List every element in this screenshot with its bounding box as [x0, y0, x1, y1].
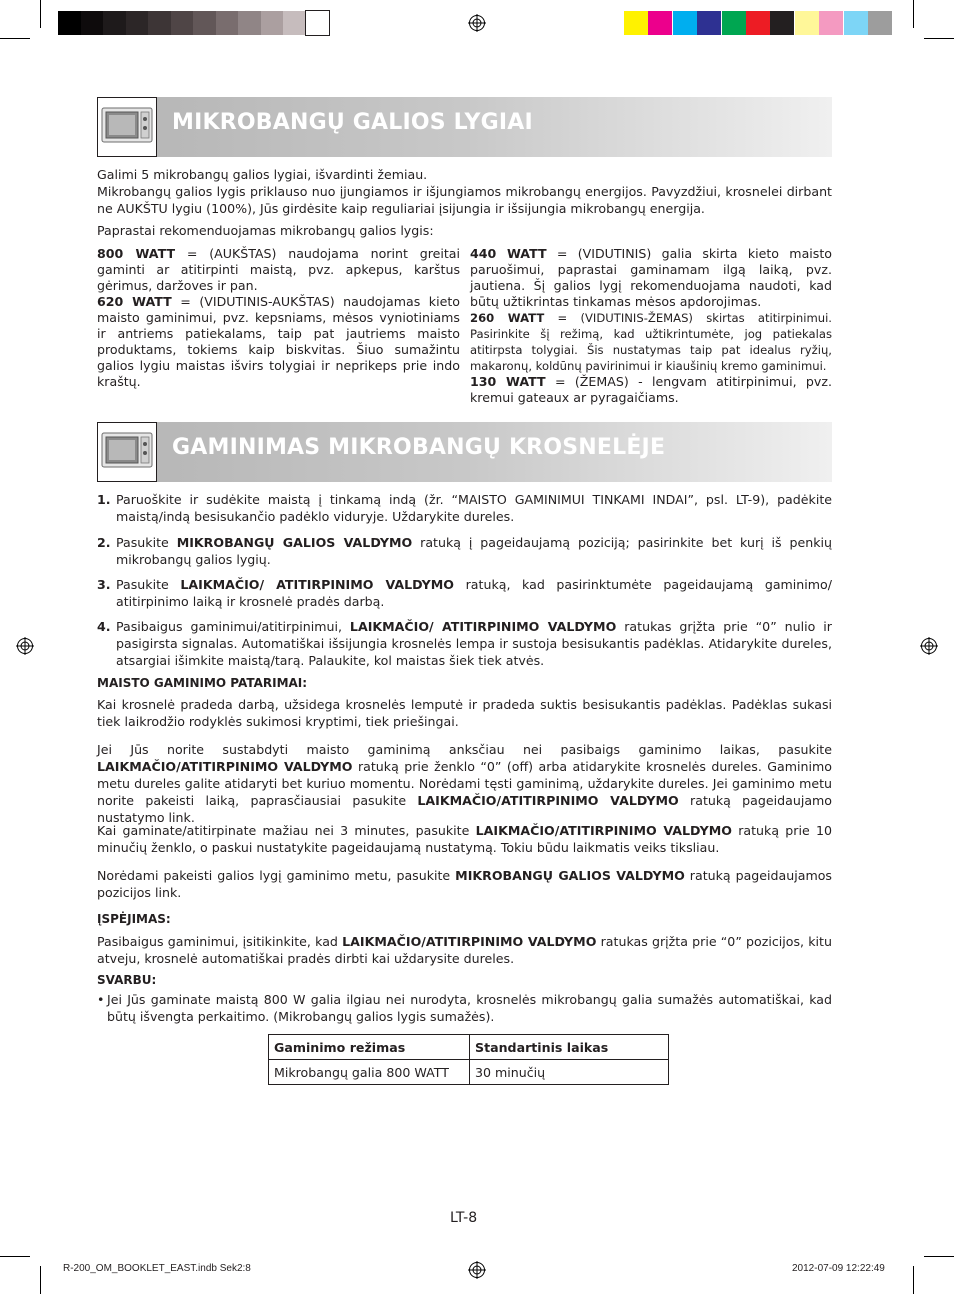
color-swatch — [126, 11, 149, 35]
section-banner-cooking — [97, 422, 832, 482]
section-title: MIKROBANGŲ GALIOS LYGIAI — [172, 110, 533, 135]
power-level-800: 800 WATT = (AUKŠTAS) naudojama norint greitai gaminti ar atitirpinti maistą, pvz. apkepus, karštus gėrimus, daržoves ir pan. — [97, 246, 460, 293]
color-swatch — [216, 11, 239, 35]
step-2: 2. Pasukite MIKROBANGŲ GALIOS VALDYMO ratuką į pageidaujamą poziciją; pasirinkite bet kurį iš penkių mikrobangų galios lygių. — [97, 535, 832, 567]
tip-paragraph-3: Kai gaminate/atitirpinate mažiau nei 3 minutes, pasukite LAIKMAČIO/ATITIRPINIMO VALDYMO ratuką prie 10 minučių ženklo, o paskui nustatykite pageidaujamą nustatymą. Tokiu būdu laikmatis veiks tiksliau. — [97, 823, 833, 855]
color-swatch — [58, 11, 81, 35]
registration-mark-icon — [16, 637, 34, 655]
recommended-levels-label: Paprastai rekomenduojamas mikrobangų galios lygis: — [97, 223, 434, 238]
warning-heading: ĮSPĖJIMAS: — [97, 912, 171, 926]
color-swatch — [148, 11, 171, 35]
footer-file-info: R-200_OM_BOOKLET_EAST.indb Sek2:8 — [63, 1263, 251, 1274]
section-banner-power-levels — [97, 97, 832, 157]
power-level-620: 620 WATT = (VIDUTINIS-AUKŠTAS) naudojamas kieto maisto gaminimui, pvz. kepsniams, mėsos vyniotiniams ir antriems patiekalams, taip pat jautriems maisto produktams, tokiems kaip biskvitas. Šiuo sumažintu galios lygiu maistas išvirs tolygiai ir neprikeps prie indo kraštų. — [97, 294, 460, 389]
intro-paragraph: Mikrobangų galios lygis priklauso nuo įjungiamos ir išjungiamos mikrobangų energijos. Pavyzdžiui, krosnelei dirbant ne AUKŠTU lygiu (100%), Jūs girdėsite kaip reguliariai įsijungia ir išsijungia mikrobangų energija. — [97, 184, 832, 216]
color-swatch — [261, 11, 284, 35]
color-swatch — [819, 11, 843, 35]
bullet: • — [97, 992, 105, 1007]
warning-paragraph: Pasibaigus gaminimui, įsitikinkite, kad LAIKMAČIO/ATITIRPINIMO VALDYMO ratukas grįžta prie “0” pozicijos, kitu atveju, krosnelė automatiškai pradės dirbti kai uždarysite dureles. — [97, 934, 832, 966]
power-level-260: 260 WATT = (VIDUTINIS-ŽEMAS) skirtas atitirpinimui. Pasirinkite šį režimą, kad užtikrintumėte, jog patiekalas atitirpsta tolygiai. Šis nustatymas taip pat idealus ryžių, makaronų, koldūnų pavirinimui ir kiaušinių kremo gaminimui. — [470, 311, 832, 373]
table-cell: 30 minučių — [470, 1060, 669, 1085]
footer-timestamp: 2012-07-09 12:22:49 — [792, 1263, 885, 1274]
table-header-cell: Standartinis laikas — [470, 1035, 669, 1060]
color-swatch — [673, 11, 697, 35]
microwave-oven-icon — [97, 97, 157, 157]
color-swatch — [844, 11, 868, 35]
registration-mark-icon — [468, 1261, 486, 1279]
color-swatch — [624, 11, 648, 35]
color-swatch — [722, 11, 746, 35]
tips-heading: MAISTO GAMINIMO PATARIMAI: — [97, 676, 308, 690]
power-level-130: 130 WATT = (ŽEMAS) - lengvam atitirpinimui, pvz. kremui gateaux ar pyragaičiams. — [470, 374, 832, 405]
important-heading: SVARBU: — [97, 973, 157, 987]
color-swatch — [746, 11, 770, 35]
tip-paragraph-4: Norėdami pakeisti galios lygį gaminimo metu, pasukite MIKROBANGŲ GALIOS VALDYMO ratuką pageidaujamos pozicijos link. — [97, 868, 832, 900]
section-title: GAMINIMAS MIKROBANGŲ KROSNELĖJE — [172, 435, 666, 460]
color-swatch — [81, 11, 104, 35]
table-cell: Mikrobangų galia 800 WATT — [269, 1060, 470, 1085]
color-swatch — [306, 11, 329, 35]
standard-time-table — [268, 1034, 669, 1085]
page-number: LT-8 — [450, 1210, 478, 1226]
table-header-row — [269, 1035, 669, 1060]
step-1: 1. Paruoškite ir sudėkite maistą į tinkamą indą (žr. “MAISTO GAMINIMUI TINKAMI INDAI”, psl. LT-9), padėkite maistą/indą besisukančio padėklo viduryje. Uždarykite dureles. — [97, 492, 832, 524]
color-swatch — [868, 11, 892, 35]
power-level-440: 440 WATT = (VIDUTINIS) galia skirta kieto maisto paruošimui, paprastai gaminamam ilgą laiką, pvz. jautiena. Šį galios lygį rekomenduojama naudoti, kad būtų užtikrintas tinkamas mėsos apdorojimas. — [470, 246, 832, 309]
color-swatch — [193, 11, 216, 35]
registration-mark-icon — [468, 14, 486, 32]
color-swatch — [648, 11, 672, 35]
tip-paragraph-1: Kai krosnelė pradeda darbą, užsidega krosnelės lemputė ir pradeda suktis besisukantis padėklas. Padėklas sukasi tiek laikrodžio rodyklės sukimosi kryptimi, tiek priešingai. — [97, 697, 832, 729]
color-swatch — [171, 11, 194, 35]
step-3: 3. Pasukite LAIKMAČIO/ ATITIRPINIMO VALDYMO ratuką, kad pasirinktumėte pageidaujamą gaminimo/ atitirpinimo laiką ir krosnelė pradės darbą. — [97, 577, 832, 609]
color-swatch — [795, 11, 819, 35]
color-swatch — [283, 11, 306, 35]
microwave-oven-icon — [97, 422, 157, 482]
step-4: 4. Pasibaigus gaminimui/atitirpinimui, LAIKMAČIO/ ATITIRPINIMO VALDYMO ratukas grįžta prie “0” nulio ir pasigirsta signalas. Automatiškai išsijungia krosnelės lempa ir sustoja besisukantis padėklas. Atidarykite dureles, atsargiai išimkite maistą/tarą. Palaukite, kol maistas šiek tiek atvės. — [97, 619, 832, 668]
color-swatch — [103, 11, 126, 35]
table-row — [269, 1060, 669, 1085]
intro-line: Galimi 5 mikrobangų galios lygiai, išvardinti žemiau. — [97, 167, 428, 182]
important-paragraph: Jei Jūs gaminate maistą 800 W galia ilgiau nei nurodyta, krosnelės mikrobangų galia sumažės automatiškai, kad būtų išvengta perkaitimo. (Mikrobangų galios lygis sumažės). — [107, 992, 832, 1024]
power-levels-right-column — [470, 246, 832, 406]
color-swatch — [697, 11, 721, 35]
registration-mark-icon — [920, 637, 938, 655]
color-swatch — [770, 11, 794, 35]
power-levels-left-column — [97, 246, 460, 390]
color-swatch — [238, 11, 261, 35]
tip-paragraph-2: Jei Jūs norite sustabdyti maisto gaminimą anksčiau nei pasibaigs gaminimo laikas, pasukite LAIKMAČIO/ATITIRPINIMO VALDYMO ratuką prie ženklo “0” (off) arba atidarykite krosnelės dureles. Gaminimo metu dureles galite atidaryti bet kuriuo momentu. Norėdami tęsti gaminimą, uždarykite dureles. Jei gaminimo metu norite pakeisti laiką, paprasčiausiai pasukite LAIKMAČIO/ATITIRPINIMO VALDYMO ratuką pageidaujamo nustatymo link. — [97, 742, 833, 825]
table-header-cell: Gaminimo režimas — [269, 1035, 470, 1060]
